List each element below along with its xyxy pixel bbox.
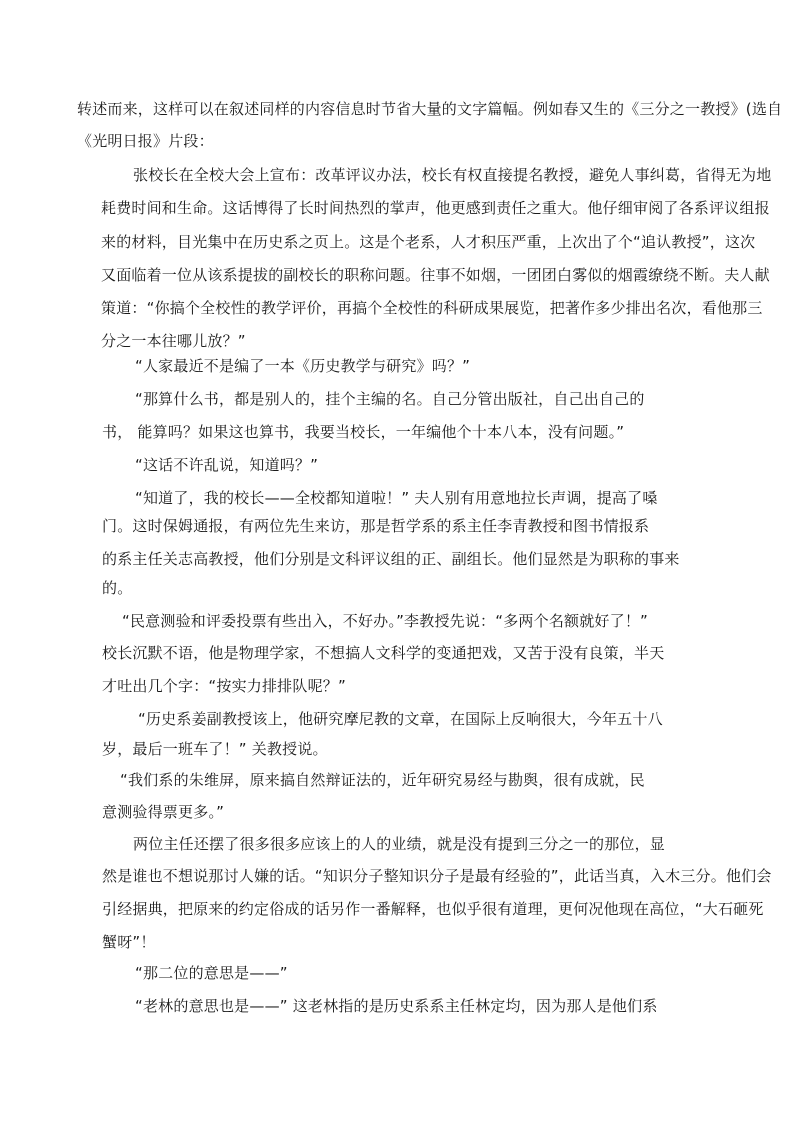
- text-line: “人家最近不是编了一本《历史教学与研究》吗？”: [135, 357, 471, 375]
- text-line: 书， 能算吗？如果这也算书，我要当校长，一年编他个十本八本，没有问题。”: [102, 423, 625, 441]
- text-line: 校长沉默不语，他是物理学家，不想搞人文科学的变通把戏，又苦于没有良策，半天: [102, 644, 665, 662]
- text-line: 才吐出几个字：“按实力排排队呢？”: [102, 677, 346, 695]
- text-line: “那二位的意思是——”: [135, 964, 288, 982]
- text-line: 来的材料，目光集中在历史系之页上。这是个老系，人才积压严重，上次出了个“追认教授”，这次: [101, 233, 756, 251]
- text-line: 岁，最后一班车了！” 关教授说。: [102, 740, 328, 758]
- text-line: “民意测验和评委投票有些出入，不好办。”李教授先说：“多两个名额就好了！”: [122, 612, 648, 630]
- text-line: 意测验得票更多。”: [102, 803, 225, 821]
- text-line: “我们系的朱维屏，原来搞自然辩证法的，近年研究易经与勘舆，很有成就，民: [120, 771, 645, 789]
- text-line: 《光明日报》片段：: [77, 132, 214, 150]
- text-line: 蟹呀”！: [102, 933, 156, 951]
- text-line: “老林的意思也是——” 这老林指的是历史系系主任林定均，因为那人是他们系: [135, 997, 658, 1015]
- text-line: “这话不许乱说，知道吗？”: [135, 456, 319, 474]
- text-line: 分之一本往哪儿放？”: [101, 332, 246, 350]
- text-line: “知道了，我的校长——全校都知道啦！” 夫人别有用意地拉长声调，提高了嗓: [135, 489, 658, 507]
- text-line: 门。这时保姆通报，有两位先生来访，那是哲学系的系主任李青教授和图书情报系: [102, 517, 650, 535]
- text-line: 的。: [102, 579, 133, 597]
- text-line: 又面临着一位从该系提拔的副校长的职称问题。往事不如烟，一团团白雾似的烟霞缭绕不断。夫人献: [101, 266, 770, 284]
- text-line: 的系主任关志高教授，他们分别是文科评议组的正、副组长。他们显然是为职称的事来: [102, 550, 680, 568]
- text-line: 转述而来，这样可以在叙述同样的内容信息时节省大量的文字篇幅。例如春又生的《三分之一教授》(选自: [77, 100, 783, 118]
- text-line: “历史系姜副教授该上，他研究摩尼教的文章，在国际上反响很大，今年五十八: [138, 710, 663, 728]
- text-line: 引经据典，把原来的约定俗成的话另作一番解释，也似乎很有道理，更何况他现在高位，“大石砸死: [102, 900, 764, 918]
- text-line: 然是谁也不想说那讨人嫌的话。“知识分子整知识分子是最有经验的”，此话当真，入木三分。他们会: [102, 867, 772, 885]
- text-line: “那算什么书，都是别人的，挂个主编的名。自己分管出版社，自己出自己的: [135, 390, 645, 408]
- text-line: 两位主任还摆了很多很多应该上的人的业绩，就是没有提到三分之一的那位，显: [133, 835, 666, 853]
- text-line: 张校长在全校大会上宣布：改革评议办法，校长有权直接提名教授，避免人事纠葛，省得无为地: [133, 166, 772, 184]
- text-line: 策道：“你搞个全校性的教学评价，再搞个全校性的科研成果展览，把著作多少排出名次，看他那三: [101, 299, 763, 317]
- text-line: 耗费时间和生命。这话博得了长时间热烈的掌声，他更感到责任之重大。他仔细审阅了各系评议组报: [101, 199, 770, 217]
